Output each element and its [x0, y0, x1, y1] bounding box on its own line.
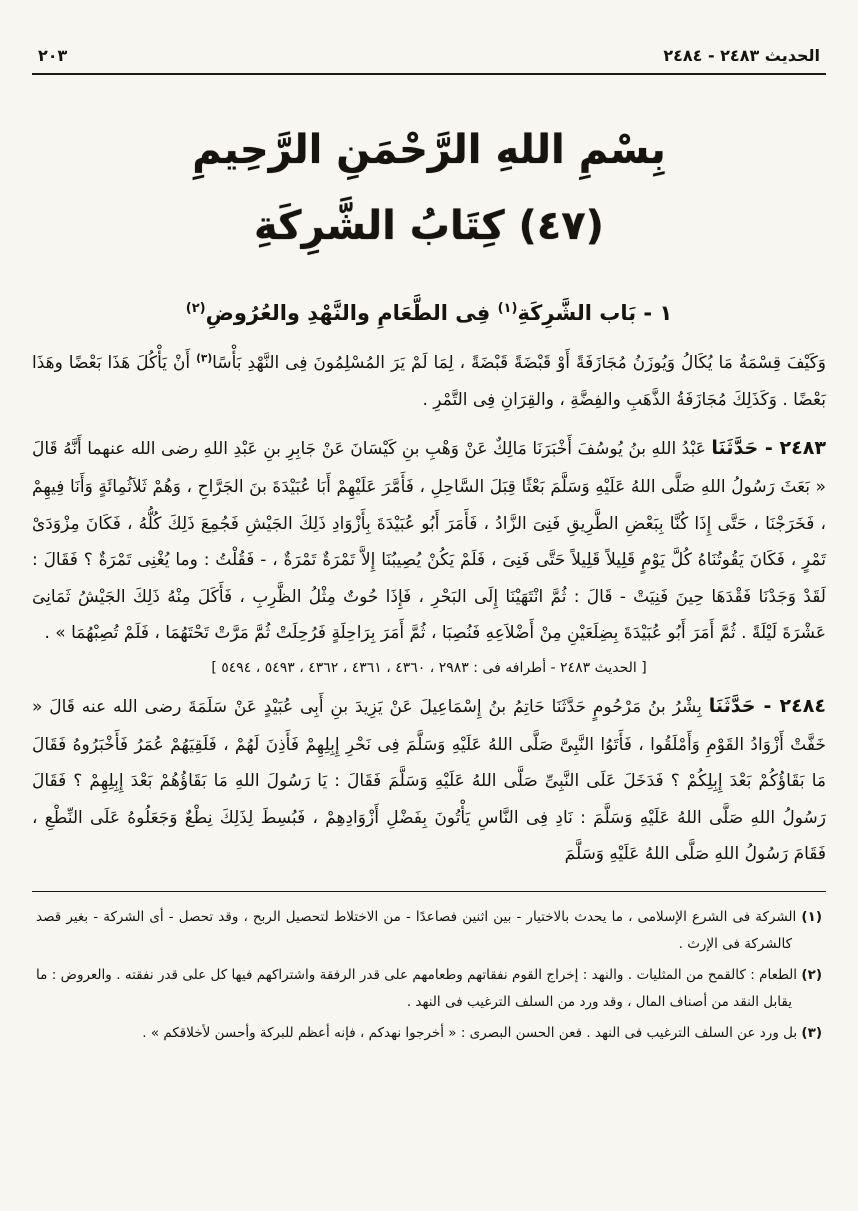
- hadith-2483-paragraph: [32, 428, 826, 652]
- hadith-2483-number: ٢٤٨٣ - حَدَّثَنَا: [711, 437, 826, 460]
- intro-part1: وَكَيْفَ قِسْمَةُ مَا يُكَالُ وَيُوزَنُ مُجَازَفَةً أَوْ قَبْضَةً قَبْضَةً ، لِمَا لَمْ يَرَ المُسْلِمُونَ فِى النَّهْدِ بَأْسًا: [212, 353, 826, 373]
- hadith-2483-matn: « بَعَثَ رَسُولُ اللهِ صَلَّى اللهُ عَلَيْهِ وَسَلَّمَ بَعْثًا قِبَلَ السَّاحِلِ ، فَأَمَّرَ عَلَيْهِمْ أَبَا عُبَيْدَةَ بنَ الجَرَّاحِ ، وَهُمْ ثَلاَثُمِائَةٍ وَأَنَا فِيهِمْ ، فَخَرَجْنَا ، حَتَّى إِذَا كُنَّا بِبَعْضِ الطَّرِيقِ فَنِىَ الزَّادُ ، فَأَمَرَ أَبُو عُبَيْدَةَ بِأَزْوَادِ ذَلِكَ الجَيْشِ فَجُمِعَ ذَلِكَ كُلُّهُ ، فَكَانَ مِزْوَدَىْ تَمْرٍ ، فَكَانَ يَقُوتُنَاهُ كُلَّ يَوْمٍ قَلِيلاً قَلِيلاً حَتَّى فَنِىَ ، فَلَمْ يَكُنْ يُصِيبُنَا إِلاَّ تَمْرَةٌ تَمْرَةٌ ، - فَقُلْتُ : وما يُغْنِى تَمْرَةٌ ؟ فَقَالَ : لَقَدْ وَجَدْنَا فَقْدَهَا حِينَ فَنِيَتْ - قَالَ : ثُمَّ انْتَهَيْنَا إِلَى البَحْرِ ، فَإِذَا حُوتٌ مِثْلُ الظَّرِبِ ، فَأَكَلَ مِنْهُ ذَلِكَ الجَيْشُ ثَمَانِىَ عَشْرَةَ لَيْلَةً . ثُمَّ أَمَرَ أَبُو عُبَيْدَةَ بِضِلَعَيْنِ مِنْ أَضْلاَعِهِ فَنُصِبَا ، ثُمَّ أَمَرَ بِرَاحِلَةٍ فَرُحِلَتْ ثُمَّ مَرَّتْ تَحْتَهُمَا ، فَلَمْ تُصِبْهُمَا » .: [32, 477, 826, 644]
- running-head: [32, 46, 826, 73]
- intro-part2: أَنْ يَأْكُلَ هَذَا بَعْضًا وهَذَا بَعْضًا . وَكَذَلِكَ مُجَازَفَةُ الذَّهَبِ والفِضَّةِ ، والقِرَانِ فِى التَّمْرِ .: [32, 353, 826, 410]
- hadith-2483-isnad: عَبْدُ اللهِ بنُ يُوسُفَ أَخْبَرَنَا مَالِكٌ عَنْ وَهْبِ بنِ كَيْسَانَ عَنْ جَابِرِ بنِ عَبْدِ اللهِ رضى الله عنهما أَنَّهُ قَالَ: [32, 439, 712, 460]
- footnote-ref-3: (٣): [196, 352, 213, 365]
- footnote-1: [36, 904, 822, 958]
- hadith-2484-isnad: بِشْرُ بنُ مَرْحُومٍ حَدَّثَنَا حَاتِمُ بنُ إِسْمَاعِيلَ عَنْ يَزِيدَ بنِ أَبِى عُبَيْدٍ عَنْ سَلَمَةَ رضى الله عنه قَالَ: [42, 696, 709, 717]
- bab-heading-part1: ١ - بَاب الشَّرِكَةِ: [517, 301, 673, 325]
- running-head-hadith-range: الحديث ٢٤٨٣ - ٢٤٨٤: [663, 46, 820, 65]
- hadith-2484-matn: « خَفَّتْ أَزْوَادُ القَوْمِ وَأَمْلَقُوا ، فَأَتَوُا النَّبِىَّ صَلَّى اللهُ عَلَيْهِ وَسَلَّمَ فِى نَحْرِ إِبِلِهِمْ فَأَذِنَ لَهُمْ ، فَلَقِيَهُمْ عُمَرُ فَأَخْبَرُوهُ فَقَالَ مَا بَقَاؤُكُمْ بَعْدَ إِبِلِكُمْ ؟ فَدَخَلَ عَلَى النَّبِىِّ صَلَّى اللهُ عَلَيْهِ وَسَلَّمَ فَقَالَ : يَا رَسُولَ اللهِ مَا بَقَاؤُهُمْ بَعْدَ إِبِلِهِمْ ؟ فَقَالَ رَسُولُ اللهِ صَلَّى اللهُ عَلَيْهِ وَسَلَّمَ : نَادِ فِى النَّاسِ يَأْتُونَ بِفَضْلِ أَزْوَادِهِمْ ، فَبُسِطَ لِذَلِكَ نِطْعٌ وَجَعَلُوهُ عَلَى النِّطْعِ ، فَقَامَ رَسُولُ اللهِ صَلَّى اللهُ عَلَيْهِ وَسَلَّمَ: [32, 696, 826, 865]
- footnote-3-text: بل ورد عن السلف الترغيب فى النهد . فعن الحسن البصرى : « أخرجوا نهدكم ، فإنه أعظم للبركة وأحسن لأخلاقكم » .: [142, 1024, 802, 1041]
- footnote-2: [36, 962, 822, 1016]
- footnote-2-text: الطعام : كالقمح من المثليات . والنهد : إخراج القوم نفقاتهم وطعامهم على قدر الرفقة واشتراكهم فيها كل على قدر نفقته . والعروض : ما يقابل النقد من أصناف المال ، وقد ورد من السلف الترغيب فى النهد .: [36, 966, 802, 1010]
- kitab-title: (٤٧) كِتَابُ الشَّرِكَةِ: [254, 203, 604, 249]
- hadith-2484-paragraph: [32, 686, 826, 873]
- footnote-2-marker: (٢): [801, 966, 822, 983]
- bab-heading-part2: فِى الطَّعَامِ والنَّهْدِ والعُرُوضِ: [205, 301, 498, 325]
- page-number: ٢٠٣: [38, 46, 68, 65]
- footnote-3: [36, 1020, 822, 1047]
- basmala-calligraphy: بِسْمِ اللهِ الرَّحْمَنِ الرَّحِيمِ: [192, 127, 666, 173]
- footnote-ref-1: (١): [497, 301, 518, 316]
- bab-intro-paragraph: [32, 345, 826, 418]
- footnote-1-text: الشركة فى الشرع الإسلامى ، ما يحدث بالاختيار - بين اثنين فصاعدًا - من الاختلاط لتحصيل الربح ، وقد تحصل - أى الشركة - بغير قصد كالشركة فى الإرث .: [36, 908, 802, 952]
- hadith-2484-number: ٢٤٨٤ - حَدَّثَنَا: [708, 694, 827, 717]
- footnotes-section: [32, 891, 826, 1047]
- footnote-3-marker: (٣): [801, 1024, 822, 1041]
- takhrij-line: [ الحديث ٢٤٨٣ - أطرافه فى : ٢٩٨٣ ، ٤٣٦٠ ، ٤٣٦١ ، ٤٣٦٢ ، ٥٤٩٣ ، ٥٤٩٤ ]: [211, 659, 647, 676]
- footnote-1-marker: (١): [801, 908, 822, 925]
- footnote-ref-2: (٢): [185, 301, 206, 316]
- bab-heading: [32, 301, 826, 325]
- header-rule: [32, 73, 826, 75]
